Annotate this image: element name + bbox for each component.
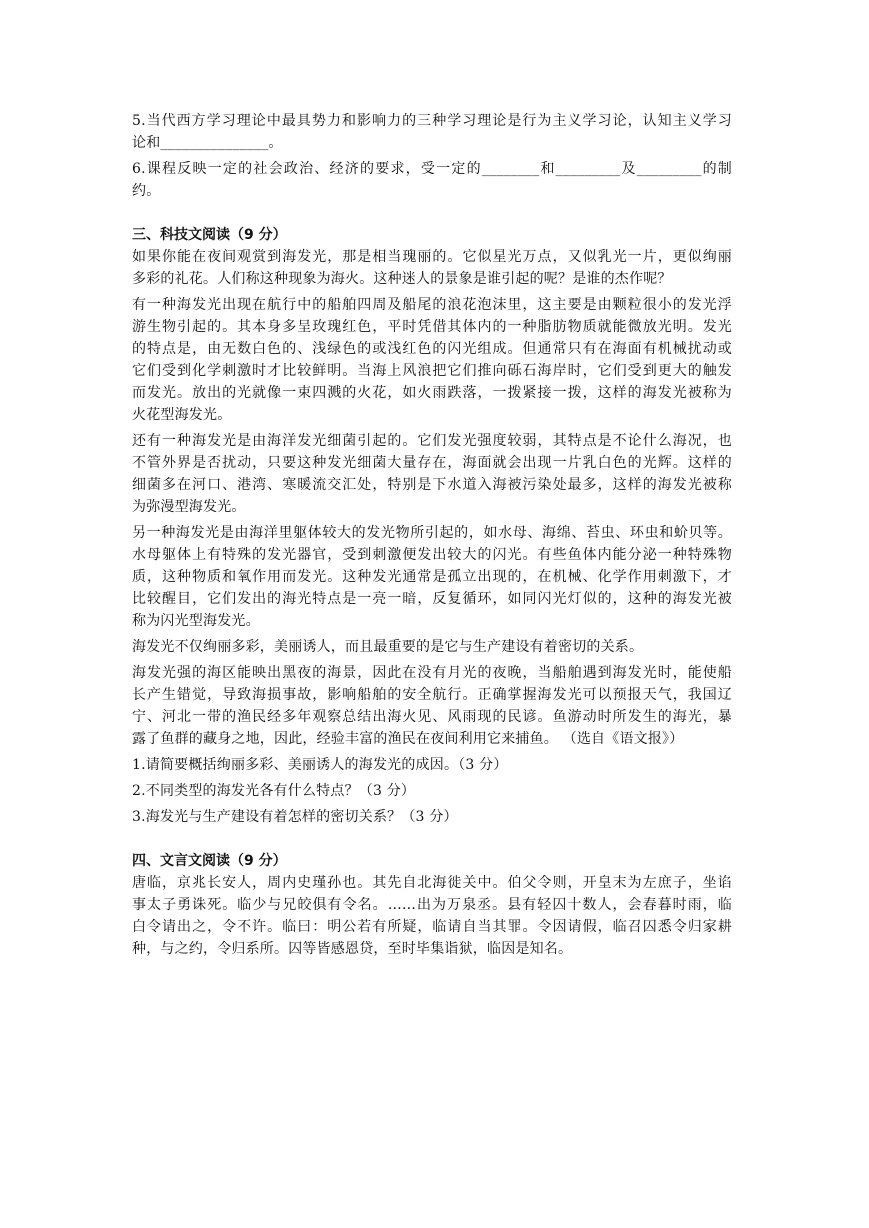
- text-line: 如果你能在夜间观赏到海发光，那是相当瑰丽的。它似星光万点，又似乳光一片，更似绚丽: [132, 249, 732, 265]
- text-line: 还有一种海发光是由海洋发光细菌引起的。它们发光强度较弱，其特点是不论什么海况，也: [132, 433, 732, 449]
- text-line: 水母躯体上有特殊的发光器官，受到刺激便发出较大的闪光。有些鱼体内能分泌一种特殊物: [132, 547, 732, 563]
- text-line: 另一种海发光是由海洋里躯体较大的发光物所引起的，如水母、海绵、苔虫、环虫和蚧贝等。: [132, 525, 732, 541]
- text-line: 唐临，京兆长安人，周内史瑾孙也。其先自北海徙关中。伯父令则，开皇末为左庶子，坐谄: [132, 875, 732, 891]
- text-line: 火花型海发光。: [132, 407, 232, 423]
- text-line: 白令请出之，令不许。临曰：明公若有所疑，临请自当其罪。令因请假，临召囚悉令归家耕: [132, 919, 732, 935]
- paragraph: [132, 522, 732, 632]
- paragraph: [132, 430, 732, 518]
- text-line: 种，与之约，令归系所。囚等皆感恩贷，至时毕集诣狱，临因是知名。: [132, 941, 573, 957]
- fill-blank-question-5: [132, 110, 732, 154]
- text-line: 不管外界是否扰动，只要这种发光细菌大量存在，海面就会出现一片乳白色的光辉。这样的: [132, 455, 732, 471]
- text-line: 事太子勇诛死。临少与兄皎俱有令名。……出为万泉丞。县有轻囚十数人，会春暮时雨，临: [132, 897, 732, 913]
- text-line: 5.当代西方学习理论中最具势力和影响力的三种学习理论是行为主义学习论，认知主义学习: [132, 113, 732, 129]
- fill-blank-question-6: [132, 158, 732, 202]
- text-line: 海发光强的海区能映出黑夜的海景，因此在没有月光的夜晚，当船舶遇到海发光时，能使船: [132, 665, 732, 681]
- question-item: 1.请简要概括绚丽多彩、美丽诱人的海发光的成因。（3 分）: [132, 757, 508, 773]
- paragraph: [132, 636, 732, 658]
- text-line: 论和_______________。: [132, 135, 283, 151]
- text-line: 称为闪光型海发光。: [132, 613, 260, 629]
- text-line: 露了鱼群的藏身之地，因此，经验丰富的渔民在夜间利用它来捕鱼。 （选自《语文报》）: [132, 731, 684, 747]
- text-line: 游生物引起的。其本身多呈玫瑰红色，平时凭借其体内的一种脂肪物质就能微放光明。发光: [132, 319, 732, 335]
- document-page: [132, 110, 732, 960]
- text-line: 的特点是，由无数白色的、浅绿色的或浅红色的闪光组成。但通常只有在海面有机械扰动或: [132, 341, 732, 357]
- question-list: [132, 754, 732, 828]
- text-line: 它们受到化学刺激时才比较鲜明。当海上风浪把它们推向砾石海岸时，它们受到更大的触发: [132, 363, 732, 379]
- text-line: 宁、河北一带的渔民经多年观察总结出海火见、风雨现的民谚。鱼游动时所发生的海光，暴: [132, 709, 732, 725]
- question-item: 3.海发光与生产建设有着怎样的密切关系？（3 分）: [132, 809, 458, 825]
- section-heading-3: 三、科技文阅读（9 分）: [132, 227, 287, 243]
- text-line: 为弥漫型海发光。: [132, 499, 246, 515]
- text-line: 而发光。放出的光就像一束四溅的火花，如火雨跌落，一拨紧接一拨，这样的海发光被称为: [132, 385, 732, 401]
- text-line: 长产生错觉，导致海损事故，影响船舶的安全航行。正确掌握海发光可以预报天气，我国辽: [132, 687, 732, 703]
- text-line: 有一种海发光出现在航行中的船舶四周及船尾的浪花泡沫里，这主要是由颗粒很小的发光浮: [132, 297, 732, 313]
- text-line: 约。: [132, 183, 161, 199]
- section-heading-4: 四、文言文阅读（9 分）: [132, 853, 287, 869]
- question-item: 2.不同类型的海发光各有什么特点？（3 分）: [132, 783, 416, 799]
- text-line: 6.课程反映一定的社会政治、经济的要求，受一定的________和_________及_________的制: [132, 161, 732, 177]
- text-line: 海发光不仅绚丽多彩，美丽诱人，而且最重要的是它与生产建设有着密切的关系。: [132, 639, 644, 655]
- paragraph: [132, 662, 732, 750]
- paragraph: [132, 246, 732, 290]
- paragraph: [132, 294, 732, 426]
- paragraph: [132, 872, 732, 960]
- text-line: 质，这种物质和氧作用而发光。这种发光通常是孤立出现的，在机械、化学作用刺激下，才: [132, 569, 732, 585]
- text-line: 多彩的礼花。人们称这种现象为海火。这种迷人的景象是谁引起的呢？是谁的杰作呢？: [132, 271, 672, 287]
- text-line: 比较醒目，它们发出的海光特点是一亮一暗，反复循环，如同闪光灯似的，这种的海发光被: [132, 591, 732, 607]
- text-line: 细菌多在河口、港湾、寒暖流交汇处，特别是下水道入海被污染处最多，这样的海发光被称: [132, 477, 732, 493]
